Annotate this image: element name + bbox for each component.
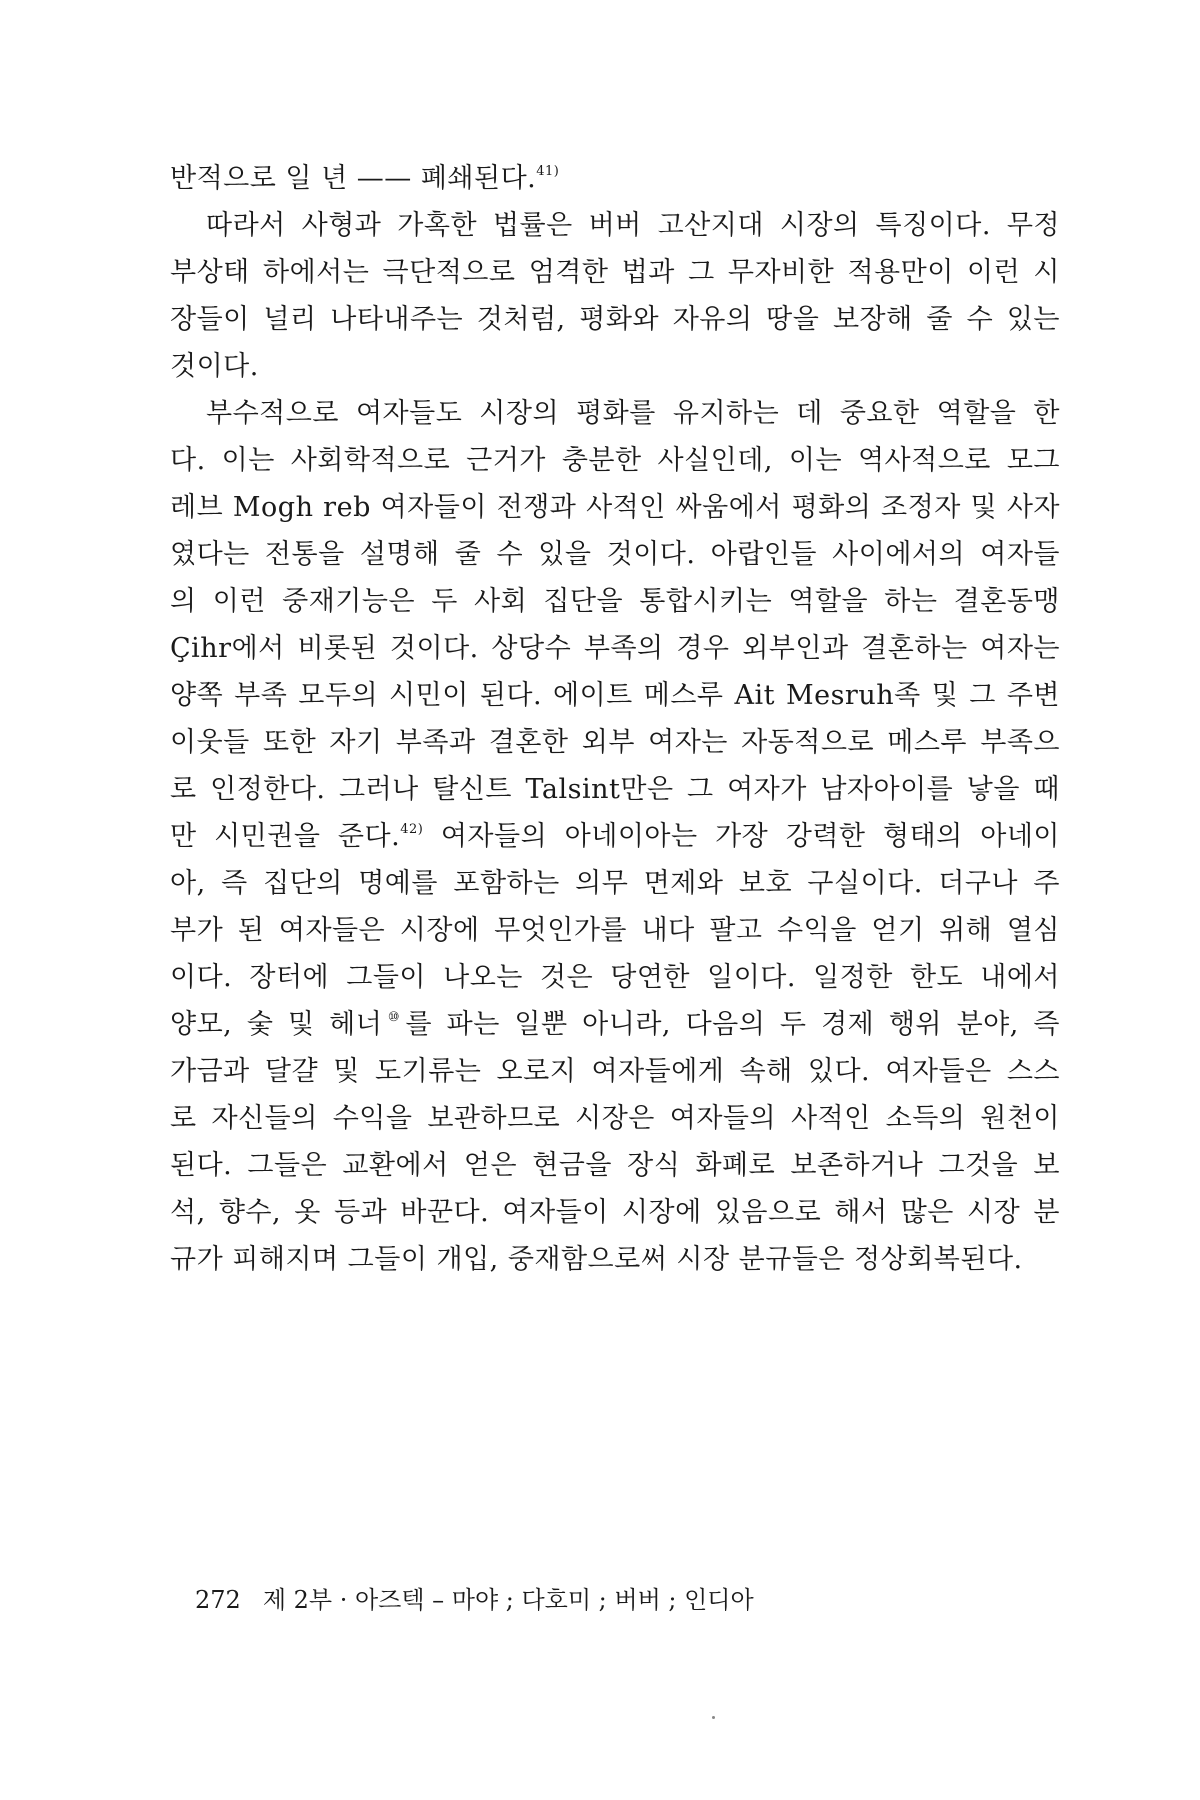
text-line: 양쪽 부족 모두의 시민이 된다. 에이트 메스루 Ait Mesruh족 및 그 주변	[170, 680, 1060, 711]
footnote-ref-42: 42)	[400, 822, 424, 837]
text-line: 이웃들 또한 자기 부족과 결혼한 외부 여자는 자동적으로 메스루 부족으	[170, 727, 1060, 758]
text-line: 로 인정한다. 그러나 탈신트 Talsint만은 그 여자가 남자아이를 낳을 때	[170, 774, 1060, 805]
text-line-content: 를 파는 일뿐 아니라, 다음의 두 경제 행위 분야, 즉	[405, 1009, 1061, 1040]
text-line	[170, 155, 1060, 202]
footnote-ref-41: 41)	[536, 164, 560, 179]
text-line: 이다. 장터에 그들이 나오는 것은 당연한 일이다. 일정한 한도 내에서	[170, 962, 1060, 993]
text-line: 레브 Mogh reb 여자들이 전쟁과 사적인 싸움에서 평화의 조정자 및 사자	[170, 492, 1060, 523]
text-line: 였다는 전통을 설명해 줄 수 있을 것이다. 아랍인들 사이에서의 여자들	[170, 539, 1060, 570]
page-number: 272	[195, 1586, 241, 1614]
page-footer	[195, 1585, 754, 1615]
paragraph-1	[170, 155, 1060, 202]
body-text	[170, 155, 1060, 1283]
text-line: 된다. 그들은 교환에서 얻은 현금을 장식 화폐로 보존하거나 그것을 보	[170, 1150, 1060, 1181]
text-line: 장들이 널리 나타내주는 것처럼, 평화와 자유의 땅을 보장해 줄 수 있는	[170, 304, 1060, 335]
text-line: Çihr에서 비롯된 것이다. 상당수 부족의 경우 외부인과 결혼하는 여자는	[170, 633, 1060, 664]
text-line: 부가 된 여자들은 시장에 무엇인가를 내다 팔고 수익을 얻기 위해 열심	[170, 915, 1060, 946]
scan-speck	[712, 1716, 715, 1719]
text-line-content: 만 시민권을 준다.	[170, 821, 401, 852]
text-line: 것이다.	[170, 351, 259, 382]
running-head: 제 2부 · 아즈텍 – 마야 ; 다호미 ; 버버 ; 인디아	[262, 1586, 754, 1614]
footnote-ref-10: ⑩	[382, 1010, 406, 1025]
text-line: 로 자신들의 수익을 보관하므로 시장은 여자들의 사적인 소득의 원천이	[170, 1103, 1060, 1134]
text-line: 아, 즉 집단의 명예를 포함하는 의무 면제와 보호 구실이다. 더구나 주	[170, 868, 1060, 899]
text-line: 석, 향수, 옷 등과 바꾼다. 여자들이 시장에 있음으로 해서 많은 시장 분	[170, 1197, 1060, 1228]
paragraph-3	[170, 390, 1060, 1283]
text-line	[170, 1001, 1060, 1048]
text-line: 부상태 하에서는 극단적으로 엄격한 법과 그 무자비한 적용만이 이런 시	[170, 257, 1060, 288]
text-line: 다. 이는 사회학적으로 근거가 충분한 사실인데, 이는 역사적으로 모그	[170, 445, 1060, 476]
text-line-content: 양모, 숯 및 헤너	[170, 1009, 383, 1040]
text-line-content: 반적으로 일 년 —— 폐쇄된다.	[170, 163, 537, 194]
text-line: 따라서 사형과 가혹한 법률은 버버 고산지대 시장의 특징이다. 무정	[206, 210, 1060, 241]
text-line-content: 여자들의 아네이아는 가장 강력한 형태의 아네이	[423, 821, 1061, 852]
text-line: 가금과 달걀 및 도기류는 오로지 여자들에게 속해 있다. 여자들은 스스	[170, 1056, 1060, 1087]
text-line: 의 이런 중재기능은 두 사회 집단을 통합시키는 역할을 하는 결혼동맹	[170, 586, 1060, 617]
text-line: 부수적으로 여자들도 시장의 평화를 유지하는 데 중요한 역할을 한	[206, 398, 1060, 429]
text-line: 규가 피해지며 그들이 개입, 중재함으로써 시장 분규들은 정상회복된다.	[170, 1244, 1023, 1275]
paragraph-2	[170, 202, 1060, 390]
text-line	[170, 813, 1060, 860]
